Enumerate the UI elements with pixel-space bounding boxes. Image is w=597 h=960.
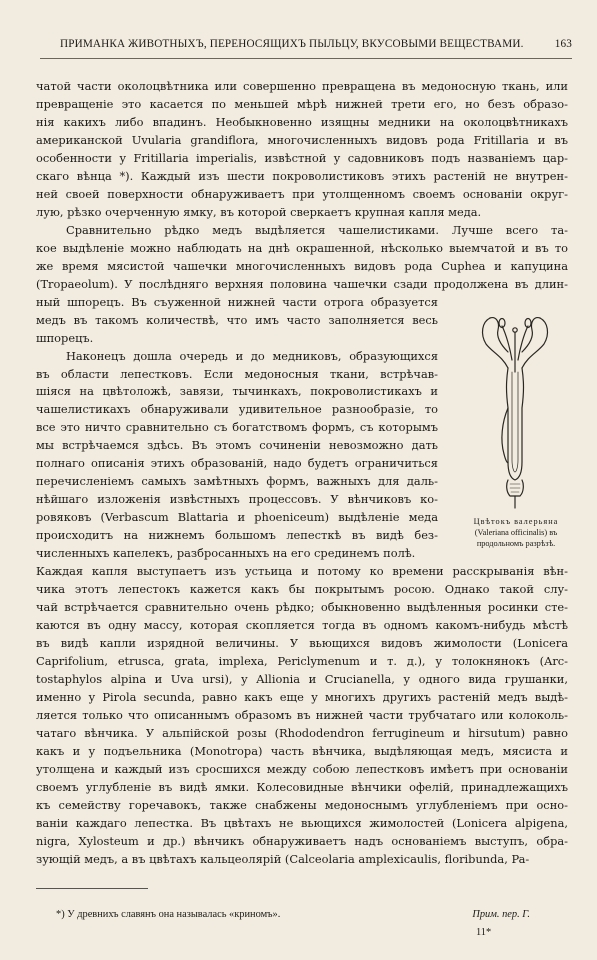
text-line: все это ничто сравнительно съ богатствомъ формъ, съ которымъ <box>36 420 438 435</box>
text-line: именно у Pirola secunda, равно какъ еще у многихъ другихъ растеній медъ выдѣ- <box>36 689 568 704</box>
text-line: чатой части околоцвѣтника или совершенно превращена въ медоносную ткань, или <box>36 79 568 93</box>
text-line: американской Uvularia grandiflora, многочисленныхъ видовъ рода Fritillaria и въ <box>36 132 568 147</box>
text-line: особенности у Fritillaria imperialis, извѣстной у садовниковъ подъ названіемъ цар- <box>36 150 568 165</box>
text-line: лую, рѣзко очерченную ямку, въ которой сверкаетъ крупная капля меда. <box>36 204 482 219</box>
text-line: перечисленіемъ самыхъ замѣтныхъ формъ, важныхъ для даль- <box>36 474 438 489</box>
text-line: (Tropaeolum). У послѣдняго верхняя половина чашечки сзади продолжена въ длин- <box>36 276 568 291</box>
text-line: численныхъ капелекъ, разбросанныхъ на его срединемъ полѣ. <box>36 546 416 561</box>
text-line: какъ и у подъельника (Monotropa) часть вѣнчика, выдѣляющая медъ, мясиста и <box>36 743 568 758</box>
text-line: превращеніе это касается по меньшей мѣрѣ нижней трети его, но безъ образо- <box>36 96 568 111</box>
running-title: ПРИМАНКА ЖИВОТНЫХЪ, ПЕРЕНОСЯЩИХЪ ПЫЛЬЦУ, ВКУСОВЫМИ ВЕЩЕСТВАМИ. <box>60 38 524 50</box>
text-line: шпорецъ. <box>36 330 94 345</box>
text-line: къ семейству горечавокъ, также снабжены медоноснымъ углубленіемъ при осно- <box>36 797 568 812</box>
page-number: 163 <box>554 38 572 50</box>
header-rule <box>40 58 572 59</box>
text-line: ляется только что описаннымъ образомъ въ нижней части трубчатаго или колоколь- <box>36 707 568 722</box>
footnote-rule <box>36 888 148 889</box>
text-line: нія какихъ либо впадинъ. Необыкновенно изящны медники на околоцвѣтникахъ <box>36 114 568 129</box>
text-line: Caprifolium, etrusca, grata, implexa, Periclymenum и т. д.), у толокнянокъ (Arc- <box>36 654 568 669</box>
text-line: происходитъ на нижнемъ большомъ лепесткѣ въ видѣ без- <box>36 528 438 543</box>
footnote-attribution: Прим. пер. Г. <box>472 909 530 920</box>
stamen-right <box>518 326 528 360</box>
text-line: ней своей поверхности обнаруживаетъ при утолщенномъ своемъ основаніи округ- <box>36 186 568 201</box>
text-line: утолщена и каждый изъ сросшихся между собою лепестковъ имѣетъ при основаніи <box>36 761 568 776</box>
text-line: чика этотъ лепестокъ кажется какъ бы покрытымъ росою. Однако такой слу- <box>36 582 568 597</box>
spur <box>502 408 508 454</box>
figure-caption <box>452 516 580 549</box>
caption-line-2: (Valeriana officinalis) въ <box>474 528 558 537</box>
text-line: ровяковъ (Verbascum Blattaria и phoeniceum) выдѣленіе меда <box>36 510 438 525</box>
signature-mark: 11* <box>476 927 492 938</box>
text-line: шіяся на цвѣтоложѣ, завязи, тычинкахъ, покроволистикахъ и <box>36 384 438 399</box>
text-line: tostaphylos alpina и Uva ursi), у Allionia и Crucianella, у одного вида грушанки, <box>36 672 568 686</box>
footnote-text: *) У древнихъ славянъ она называлась «криномъ». <box>56 909 281 920</box>
text-line: въ видѣ капли изрядной величины. У вьющихся видовъ жимолости (Lonicera <box>36 636 568 651</box>
footnote <box>36 909 568 925</box>
text-line: каются въ одну массу, которая скопляется тогда въ одномъ какомъ-нибудь мѣстѣ <box>36 618 568 633</box>
text-line: своемъ углубленіе въ видѣ ямки. Колесовидные вѣнчики офелій, принадлежащихъ <box>36 779 568 794</box>
text-line: чай встрѣчается сравнительно очень рѣдко; обыкновенно выдѣленныя росинки сте- <box>36 600 568 615</box>
corolla-tube <box>507 368 524 480</box>
text-line: чатаго вѣнчика. У альпійской розы (Rhododendron ferrugineum и hirsutum) равно <box>36 725 568 740</box>
text-line: скаго вѣнца *). Каждый изъ шести покроволистиковъ этихъ растеній не внутрен- <box>36 168 568 183</box>
text-line: Наконецъ дошла очередь и до медниковъ, образующихся <box>66 348 438 363</box>
text-line: Каждая капля выступаетъ изъ устьица и потому ко времени расскрыванія вѣн- <box>36 564 568 579</box>
text-line: же время мясистой чашечки многочисленныхъ видовъ рода Cuphea и капуцина <box>36 258 568 273</box>
text-line: нѣйшаго изложенія извѣстныхъ процессовъ. У вѣнчиковъ ко- <box>36 492 438 507</box>
caption-line-1: Цвѣтокъ валерьяна <box>473 517 559 526</box>
text-line: кое выдѣленіе можно наблюдать на днѣ окрашенной, нѣсколько выемчатой и въ то <box>36 240 568 255</box>
text-line: ный шпорецъ. Въ съуженной нижней части отрога образуется <box>36 294 438 309</box>
text-line: nigra, Xylosteum и др.) вѣнчикъ обнаруживаетъ надъ основаніемъ выступъ, обра- <box>36 833 568 848</box>
text-line: мы встрѣчаемся здѣсь. Въ этомъ сочиненіи невозможно дать <box>36 438 438 453</box>
text-line: медъ въ такомъ количествѣ, что имъ часто заполняется весь <box>36 312 438 327</box>
text-line: чашелистикахъ обнаруживали удивительное разнообразіе, то <box>36 402 438 417</box>
caption-line-3: продольномъ разрѣзѣ. <box>476 539 556 548</box>
stamen-left <box>502 326 512 360</box>
running-header <box>40 38 572 54</box>
text-line: Сравнительно рѣдко медъ выдѣляется чашелистиками. Лучше всего та- <box>66 222 568 237</box>
text-line: ваніи каждаго лепестка. Въ цвѣтахъ не вьющихся жимолостей (Lonicera alpigena, <box>36 815 568 830</box>
text-line: полнаго описанія этихъ образованій, надо будетъ ограничиться <box>36 456 438 471</box>
valerian-flower-figure <box>462 312 570 510</box>
text-line: въ области лепестковъ. Если медоносныя ткани, встрѣчав- <box>36 366 438 381</box>
text-line: зующій медъ, а въ цвѣтахъ кальцеолярій (Calceolaria amplexicaulis, floribunda, Pa- <box>36 851 530 866</box>
